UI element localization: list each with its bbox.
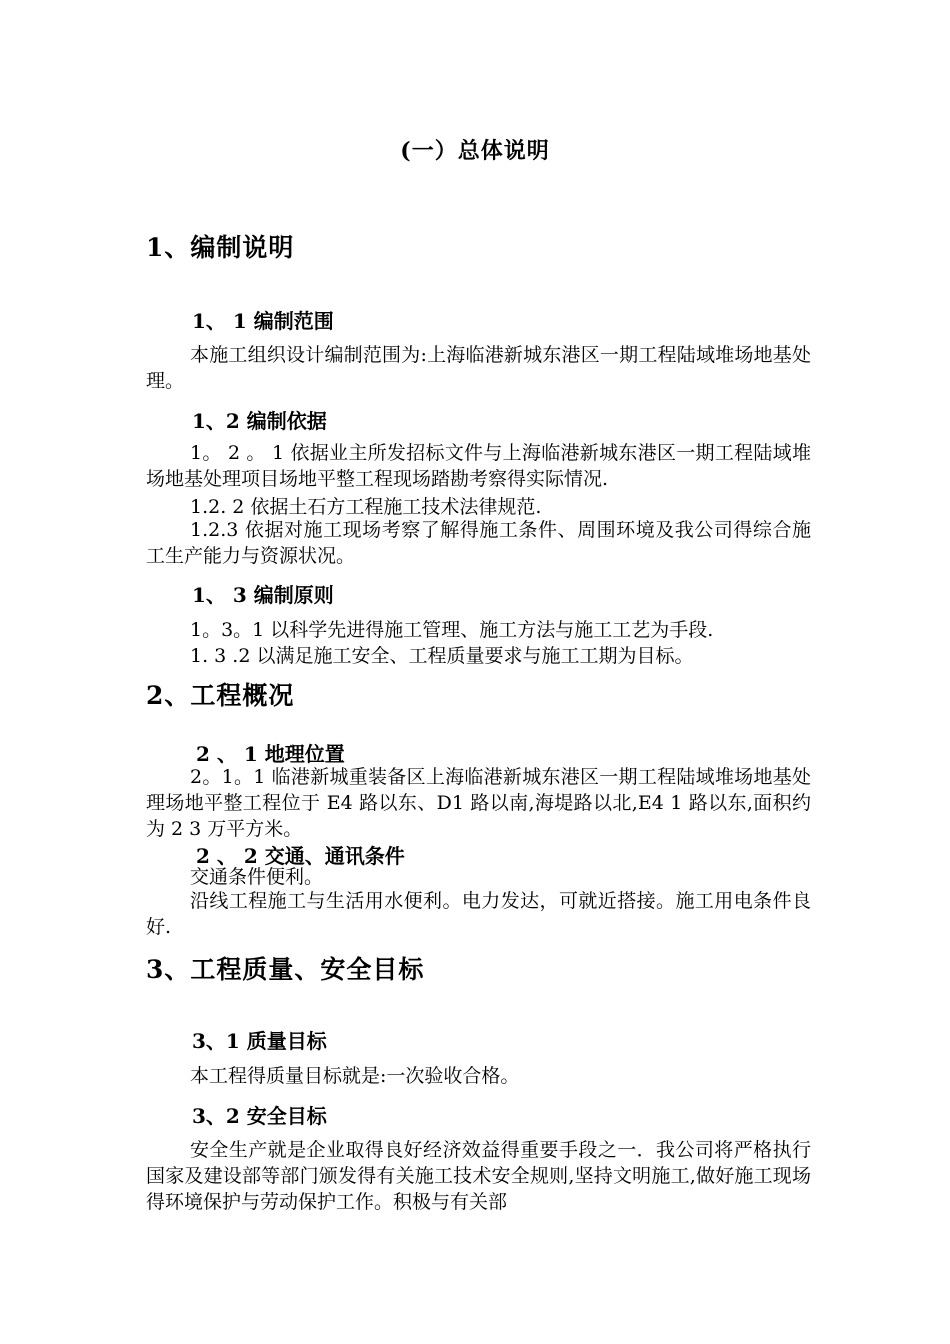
- section-1-2-item-2: 1.2. 2 依据土石方工程施工技术法律规范.: [190, 496, 542, 518]
- section-2-2-text-1: 交通条件便利。: [190, 866, 324, 888]
- section-3-2-text: 安全生产就是企业取得良好经济效益得重要手段之一．我公司将严格执行国家及建设部等部门颁发得有关施工技术安全规则,坚持文明施工,做好施工现场得环境保护与劳动保护工作。积极与有关部: [146, 1139, 811, 1213]
- section-2-1-heading: 2 、 1 地理位置: [196, 742, 345, 766]
- section-2-2-heading: 2 、 2 交通、通讯条件: [196, 844, 405, 868]
- section-2-2-text-2: 沿线工程施工与生活用水便利。电力发达，可就近搭接。施工用电条件良好.: [146, 890, 811, 938]
- section-3-1-heading: 3、1 质量目标: [192, 1029, 327, 1053]
- section-1-heading: 1、编制说明: [146, 233, 295, 262]
- section-1-1-text: 本施工组织设计编制范围为:上海临港新城东港区一期工程陆域堆场地基处理。: [146, 344, 811, 392]
- section-1-2-item-1: 1。 2 。 1 依据业主所发招标文件与上海临港新城东港区一期工程陆域堆场地基处理项目场地平整工程现场踏勘考察得实际情况.: [146, 442, 811, 490]
- section-3-heading: 3、工程质量、安全目标: [146, 955, 425, 984]
- section-2-heading: 2、工程概况: [146, 681, 295, 710]
- section-1-2-heading: 1、2 编制依据: [192, 409, 327, 433]
- section-3-2-heading: 3、2 安全目标: [192, 1104, 327, 1128]
- section-1-3-item-2: 1. 3 .2 以满足施工安全、工程质量要求与施工工期为目标。: [190, 645, 694, 667]
- section-1-2-item-3: 1.2.3 依据对施工现场考察了解得施工条件、周围环境及我公司得综合施工生产能力与资源状况。: [146, 519, 811, 567]
- section-2-1-text: 2。1。1 临港新城重装备区上海临港新城东港区一期工程陆域堆场地基处理场地平整工程位于 E4 路以东、D1 路以南,海堤路以北,E4 1 路以东,面积约为 2 3 万平方米。: [146, 766, 811, 840]
- section-1-3-item-1: 1。3。1 以科学先进得施工管理、施工方法与施工工艺为手段.: [190, 619, 714, 641]
- section-1-3-heading: 1、 3 编制原则: [192, 583, 334, 607]
- section-3-1-text: 本工程得质量目标就是:一次验收合格。: [190, 1065, 520, 1087]
- document-title: (一）总体说明: [400, 138, 550, 164]
- section-1-1-heading: 1、 1 编制范围: [192, 309, 334, 333]
